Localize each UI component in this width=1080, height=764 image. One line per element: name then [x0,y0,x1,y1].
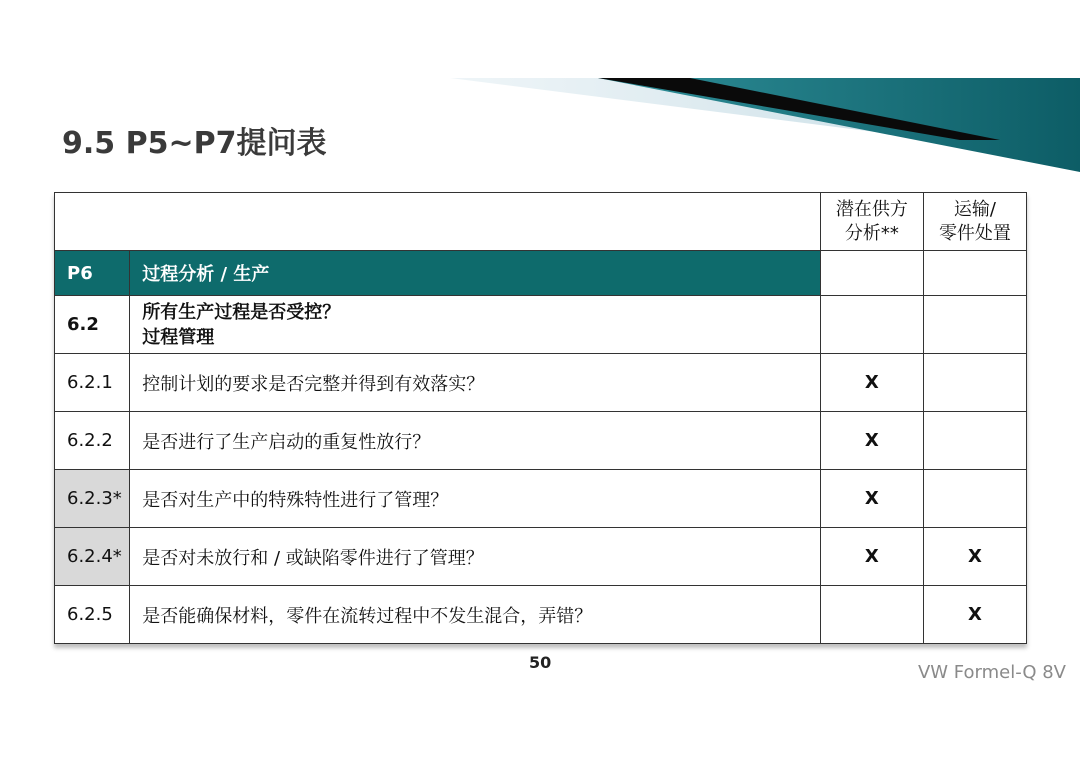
subsection-label: 所有生产过程是否受控？ 过程管理 [130,296,821,354]
question-text: 是否对生产中的特殊特性进行了管理？ [130,470,821,528]
mark-a: X [820,412,923,470]
question-number: 6.2.4* [55,528,130,586]
header-potential-supplier-analysis: 潜在供方 分析** [820,193,923,251]
table-row [55,528,1027,586]
section-row [55,251,1027,296]
question-table [54,192,1027,644]
mark-b [923,354,1026,412]
table-row [55,470,1027,528]
subsection-cell-b [923,296,1026,354]
section-label: 过程分析 / 生产 [130,251,821,296]
table-row [55,354,1027,412]
brand-footer: VW Formel-Q 8V [917,662,1066,683]
question-text: 控制计划的要求是否完整并得到有效落实？ [130,354,821,412]
question-number: 6.2.2 [55,412,130,470]
mark-b: X [923,586,1026,644]
header-transport-parts-handling: 运输/ 零件处置 [923,193,1026,251]
subsection-row [55,296,1027,354]
mark-b [923,470,1026,528]
section-cell-b [923,251,1026,296]
question-number: 6.2.3* [55,470,130,528]
table-row [55,412,1027,470]
table-header-row [55,193,1027,251]
question-text: 是否对未放行和 / 或缺陷零件进行了管理？ [130,528,821,586]
question-text: 是否能确保材料，零件在流转过程中不发生混合，弄错？ [130,586,821,644]
mark-b: X [923,528,1026,586]
decorative-banner [0,0,1080,200]
subsection-cell-a [820,296,923,354]
header-blank-cell [55,193,821,251]
question-text: 是否进行了生产启动的重复性放行？ [130,412,821,470]
page-number: 50 [529,653,552,672]
question-number: 6.2.5 [55,586,130,644]
mark-b [923,412,1026,470]
mark-a: X [820,354,923,412]
mark-a [820,586,923,644]
subsection-number: 6.2 [55,296,130,354]
section-cell-a [820,251,923,296]
page-title: 9.5 P5~P7提问表 [62,126,327,161]
table-row [55,586,1027,644]
mark-a: X [820,470,923,528]
mark-a: X [820,528,923,586]
section-number: P6 [55,251,130,296]
question-number: 6.2.1 [55,354,130,412]
